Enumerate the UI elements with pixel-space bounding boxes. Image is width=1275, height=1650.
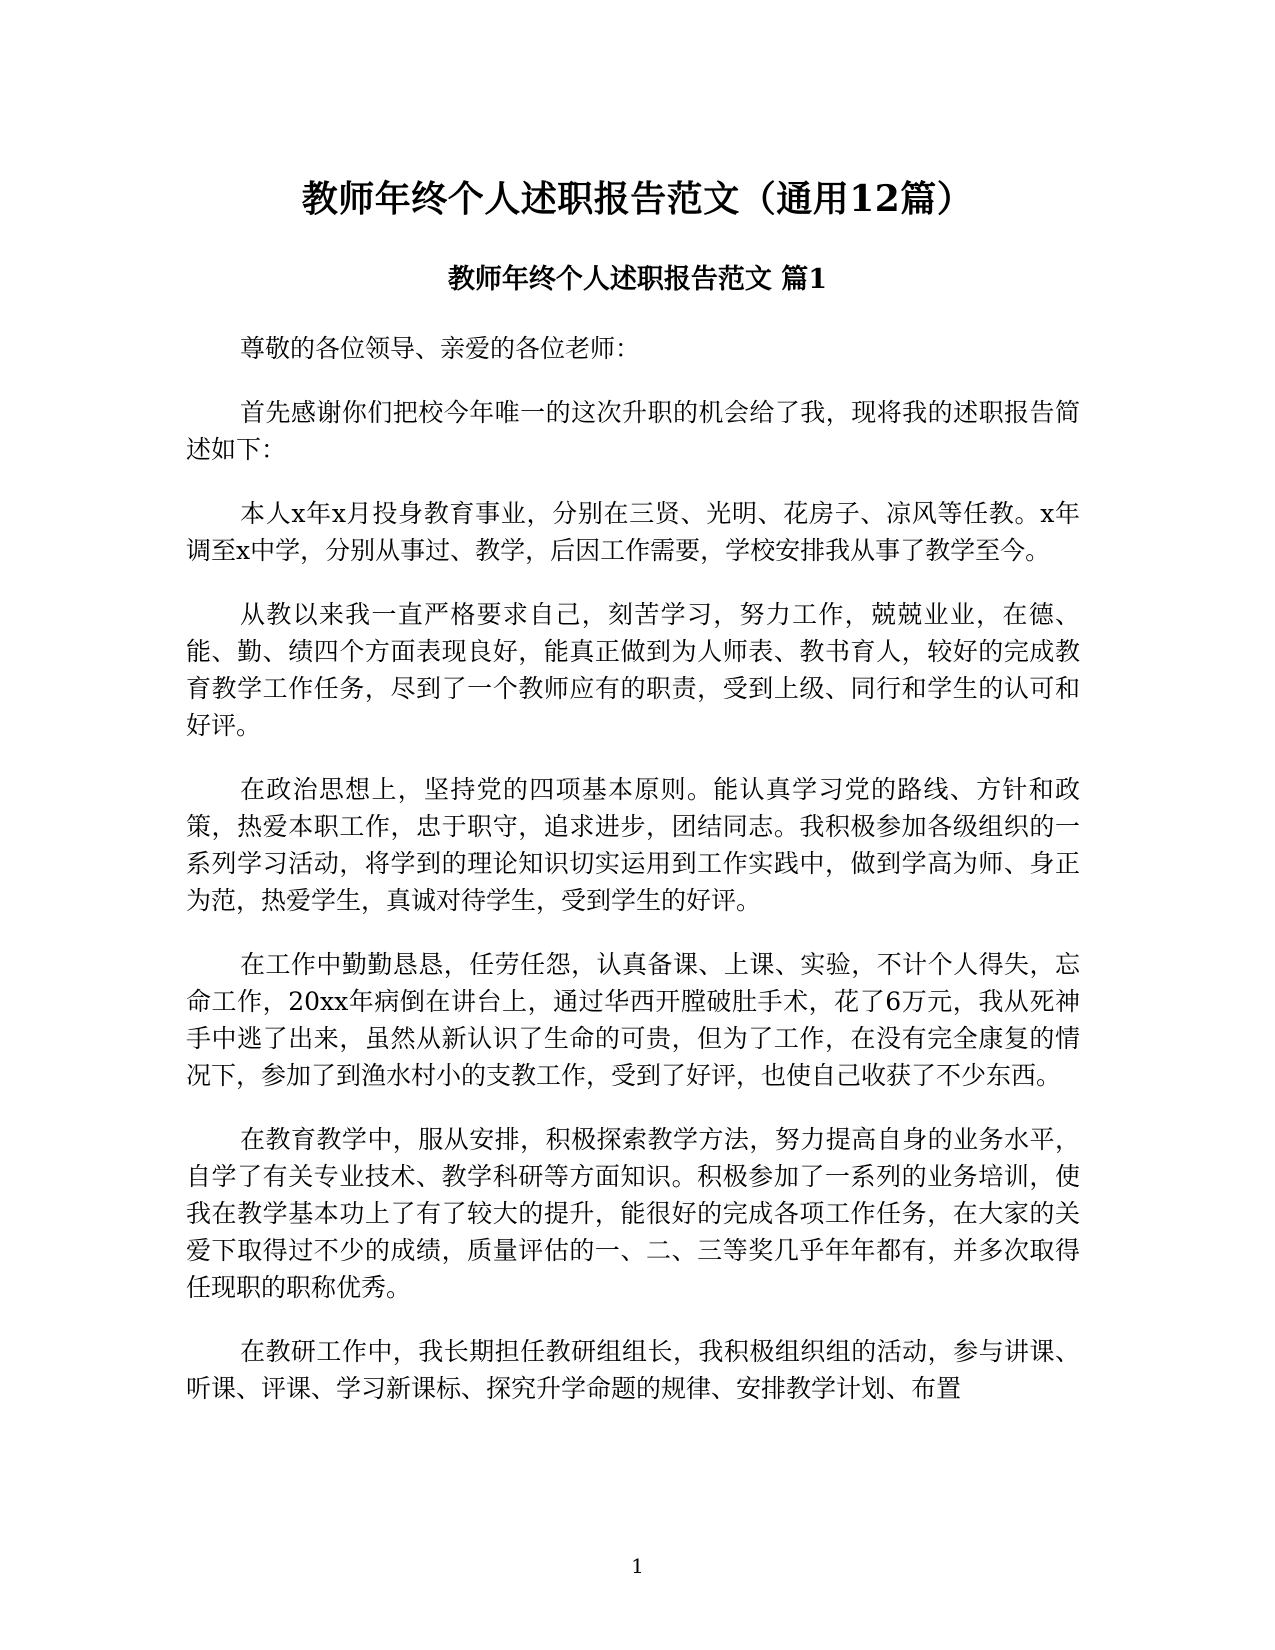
page-number: 1 <box>631 1554 644 1578</box>
section-heading: 教师年终个人述职报告范文 篇1 <box>447 264 828 295</box>
paragraph-work: 在工作中勤勤恳恳，任劳任怨，认真备课、上课、实验，不计个人得失，忘命工作，20xx年病倒在讲台上，通过华西开膛破肚手术，花了6万元，我从死神手中逃了出来，虽然从新认识了生命的可贵，但为了工作，在没有完全康复的情况下，参加了到渔水村小的支教工作，受到了好评，也使自己收获了不少东西。 <box>186 950 1080 1090</box>
paragraph-self-discipline: 从教以来我一直严格要求自己，刻苦学习，努力工作，兢兢业业，在德、能、勤、绩四个方面表现良好，能真正做到为人师表、教书育人，较好的完成教育教学工作任务，尽到了一个教师应有的职责，受到上级、同行和学生的认可和好评。 <box>186 600 1080 740</box>
paragraph-career: 本人x年x月投身教育事业，分别在三贤、光明、花房子、凉风等任教。x年调至x中学，分别从事过、教学，后因工作需要，学校安排我从事了教学至今。 <box>186 499 1080 565</box>
paragraph-teaching: 在教育教学中，服从安排，积极探索教学方法，努力提高自身的业务水平，自学了有关专业技术、教学科研等方面知识。积极参加了一系列的业务培训，使我在教学基本功上了有了较大的提升，能很好的完成各项工作任务，在大家的关爱下取得过不少的成绩，质量评估的一、二、三等奖几乎年年都有，并多次取得任现职的职称优秀。 <box>186 1125 1080 1302</box>
paragraph-intro: 首先感谢你们把校今年唯一的这次升职的机会给了我，现将我的述职报告简述如下： <box>186 398 1080 464</box>
paragraph-salutation: 尊敬的各位领导、亲爱的各位老师： <box>240 334 641 363</box>
document-title: 教师年终个人述职报告范文（通用12篇） <box>301 178 974 220</box>
paragraph-research: 在教研工作中，我长期担任教研组组长，我积极组织组的活动，参与讲课、听课、评课、学习新课标、探究升学命题的规律、安排教学计划、布置 <box>186 1337 1080 1403</box>
paragraph-political: 在政治思想上，坚持党的四项基本原则。能认真学习党的路线、方针和政策，热爱本职工作，忠于职守，追求进步，团结同志。我积极参加各级组织的一系列学习活动，将学到的理论知识切实运用到工作实践中，做到学高为师、身正为范，热爱学生，真诚对待学生，受到学生的好评。 <box>186 775 1080 915</box>
document-body <box>186 330 1080 1434</box>
